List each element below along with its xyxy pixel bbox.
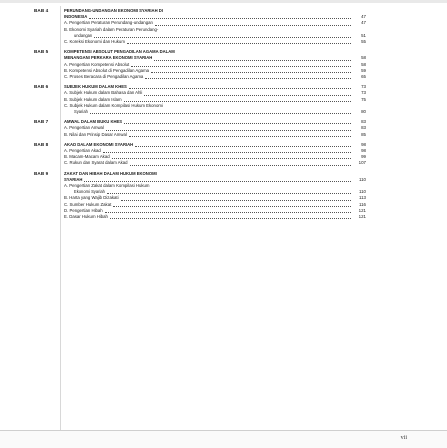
dot-leader [131, 66, 351, 67]
toc-entry [64, 132, 366, 138]
toc-entry [64, 160, 366, 166]
dot-leader [106, 130, 351, 131]
toc-page-number: 107 [352, 160, 366, 166]
toc-entry-text: undangan [74, 32, 93, 38]
toc-page-number: 58 [352, 62, 366, 68]
toc-entry-text: C. Sumber Hukum Zakat [64, 201, 112, 207]
dot-leader [135, 146, 351, 147]
toc-entry-text: A. Pengertian Akad [64, 148, 101, 154]
dot-leader [112, 158, 351, 159]
toc-entry-text: B. Nilai dan Prinsip Dasar Amwal [64, 131, 127, 137]
toc-entry-text: A. Subjek Hukum dalam Bahasa dan Ahli [64, 90, 143, 96]
dot-leader [103, 152, 351, 153]
toc-entry-text: C. Subjek Hukum dalam Kompilasi Hukum Ekonomi [64, 102, 163, 108]
dot-leader [107, 193, 351, 194]
dot-leader [94, 37, 351, 38]
dot-leader [145, 78, 351, 79]
toc-page-number: 121 [352, 214, 366, 220]
dot-leader [154, 60, 351, 61]
toc-page-number: 65 [352, 74, 366, 80]
toc-page-number: 80 [352, 109, 366, 115]
dot-leader [129, 88, 351, 89]
dot-leader [155, 25, 351, 26]
dot-leader [151, 72, 351, 73]
toc-entry-text: AMWAL DALAM BUKU KHES [64, 119, 123, 125]
toc-chapter [34, 49, 366, 80]
dot-leader [124, 101, 351, 102]
toc-page-number: 83 [352, 119, 366, 125]
chapter-label: BAB 4 [34, 8, 49, 13]
dot-leader [84, 181, 351, 182]
toc-entry-text: KOMPETENSI ABSOLUT PENGADILAN AGAMA DALAM [64, 49, 175, 55]
dot-leader [144, 95, 351, 96]
toc-entry-text: A. Pengertian Amwal [64, 125, 104, 131]
toc-entry-text: A. Pengertian Zakat dalam Kompilasi Hukum [64, 183, 150, 189]
dot-leader [110, 218, 351, 219]
toc-page-number: 58 [352, 55, 366, 61]
toc-entry-text: C. Rukun dan Syarat dalam Akad [64, 160, 128, 166]
toc-page-number: 110 [352, 189, 366, 195]
dot-leader [113, 206, 351, 207]
toc-entry [64, 214, 366, 220]
dot-leader [89, 18, 351, 19]
toc-page-number: 121 [352, 208, 366, 214]
toc-chapter [34, 142, 366, 167]
toc-page-number: 75 [352, 97, 366, 103]
chapter-label: BAB 5 [34, 49, 49, 55]
toc-page-number: 110 [352, 177, 366, 183]
toc-entry-text: SYARIAH [64, 176, 83, 182]
toc-chapter [34, 119, 366, 138]
toc-page-number: 98 [352, 148, 366, 154]
chapter-label: BAB 8 [34, 141, 49, 147]
dot-leader [130, 165, 351, 166]
dot-leader [127, 43, 351, 44]
toc-entry-text: D. Pengertian Hibah [64, 207, 103, 213]
toc-entry [64, 39, 366, 45]
toc-entry-text: E. Dasar Hukum Hibah [64, 214, 108, 220]
toc-entry-text: Ekonomi Syariah [74, 189, 105, 195]
toc-entry-text: B. Subjek Hukum dalam Islam [64, 96, 122, 102]
toc-entry-text: C. Proses Beracara di Pengadilan Agama [64, 74, 144, 80]
toc-entry-text: B. Ekonomi Syariah dalam Peraturan Perundang- [64, 26, 159, 32]
toc-entry [64, 74, 366, 80]
dot-leader [129, 136, 351, 137]
toc-entry-text: AKAD DALAM EKONOMI SYARIAH [64, 141, 134, 147]
toc-page-number: 55 [352, 39, 366, 45]
toc-page-number: 51 [352, 33, 366, 39]
toc-entry-text: A. Pengertian Peraturan Perundang-undangan [64, 20, 153, 26]
toc-chapter [34, 8, 366, 45]
toc-entry-text: INDONESIA [64, 14, 88, 20]
toc-page-number: 98 [352, 142, 366, 148]
toc-page-number: 59 [352, 68, 366, 74]
top-edge [0, 0, 447, 3]
dot-leader [105, 212, 351, 213]
toc-page-number: 113 [352, 195, 366, 201]
toc-entry-text: A. Pengertian Kompetensi Absolut [64, 61, 130, 67]
toc-entry-text: SUBJEK HUKUM DALAM KHES [64, 84, 127, 90]
table-of-contents [34, 8, 366, 220]
toc-page-number: 73 [352, 84, 366, 90]
toc-chapter [34, 84, 366, 115]
toc-entry-text: B. Kompetensi Absolut di Pengadilan Agama [64, 67, 150, 73]
toc-entry-text: PERUNDANG-UNDANGAN EKONOMI SYARIAH DI [64, 8, 163, 13]
toc-page-number: 47 [352, 20, 366, 26]
toc-entry-text: MENANGANI PERKARA EKONOMI SYARIAH [64, 55, 153, 61]
toc-entry-text: B. Harta yang Wajib Dizakati [64, 195, 119, 201]
dot-leader [90, 113, 351, 114]
chapter-label: BAB 9 [34, 170, 49, 176]
toc-page-number: 99 [352, 154, 366, 160]
chapter-label: BAB 6 [34, 84, 49, 90]
toc-entry-text: B. Macam-Macam Akad [64, 154, 110, 160]
toc-entry-text: Syariah [74, 109, 88, 115]
toc-entry [74, 109, 366, 115]
toc-page-number: 47 [352, 14, 366, 20]
toc-page-number: 73 [352, 90, 366, 96]
toc-entry-text: C. Koreksi Ekonomi dan Hukum [64, 39, 125, 45]
page-footer [0, 430, 447, 448]
toc-page-number: 116 [352, 202, 366, 208]
page-number: vii [400, 435, 407, 441]
dot-leader [121, 200, 351, 201]
toc-page-number: 83 [352, 125, 366, 131]
toc-entry-text: ZAKAT DAN HIBAH DALAM HUKUM EKONOMI [64, 170, 157, 176]
dot-leader [124, 123, 351, 124]
chapter-label: BAB 7 [34, 119, 49, 125]
toc-page-number: 85 [352, 132, 366, 138]
toc-chapter [34, 171, 366, 221]
